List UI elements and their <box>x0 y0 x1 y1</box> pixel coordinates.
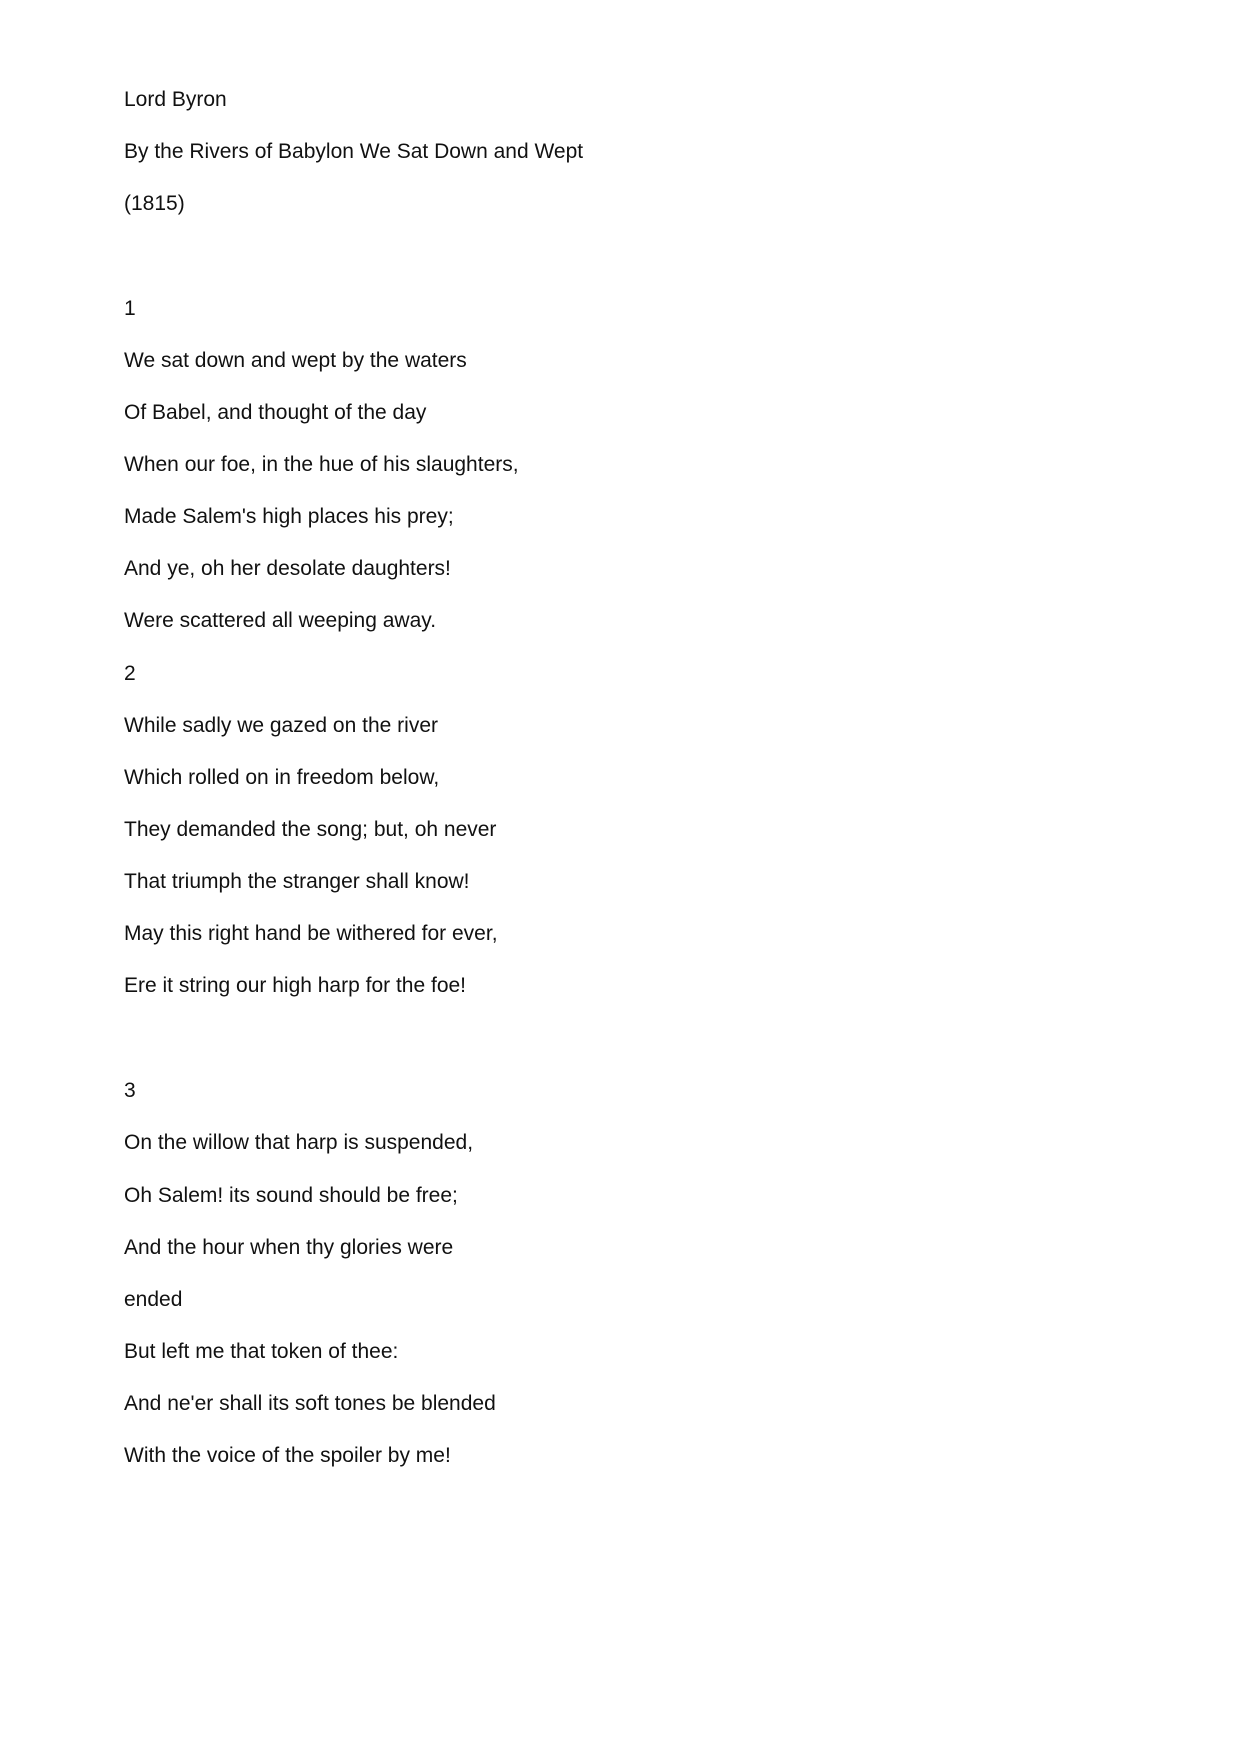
poem-line: ended <box>124 1288 183 1311</box>
poem-line: Ere it string our high harp for the foe! <box>124 974 467 997</box>
poem-line: And ne'er shall its soft tones be blended <box>124 1392 496 1415</box>
poem-line: And ye, oh her desolate daughters! <box>124 557 451 580</box>
poem-year: (1815) <box>124 192 185 215</box>
poem-line: That triumph the stranger shall know! <box>124 870 470 893</box>
stanza-number: 3 <box>124 1079 136 1102</box>
poem-line: When our foe, in the hue of his slaughters, <box>124 453 519 476</box>
poem-line: Which rolled on in freedom below, <box>124 766 440 789</box>
poem-title: By the Rivers of Babylon We Sat Down and Wept <box>124 140 584 163</box>
poem-line: Were scattered all weeping away. <box>124 609 437 632</box>
poem-line: Of Babel, and thought of the day <box>124 401 427 424</box>
poem-line: And the hour when thy glories were <box>124 1236 454 1259</box>
poem-line: Oh Salem! its sound should be free; <box>124 1184 458 1207</box>
poem-line: While sadly we gazed on the river <box>124 714 438 737</box>
poem-line: With the voice of the spoiler by me! <box>124 1444 451 1467</box>
poem-author: Lord Byron <box>124 88 227 111</box>
stanza-number: 2 <box>124 662 136 685</box>
poem-line: They demanded the song; but, oh never <box>124 818 497 841</box>
poem-line: May this right hand be withered for ever, <box>124 922 498 945</box>
poem-line: We sat down and wept by the waters <box>124 349 467 372</box>
stanza-number: 1 <box>124 297 136 320</box>
poem-line: On the willow that harp is suspended, <box>124 1131 474 1154</box>
poem-line: But left me that token of thee: <box>124 1340 399 1363</box>
poem-line: Made Salem's high places his prey; <box>124 505 454 528</box>
